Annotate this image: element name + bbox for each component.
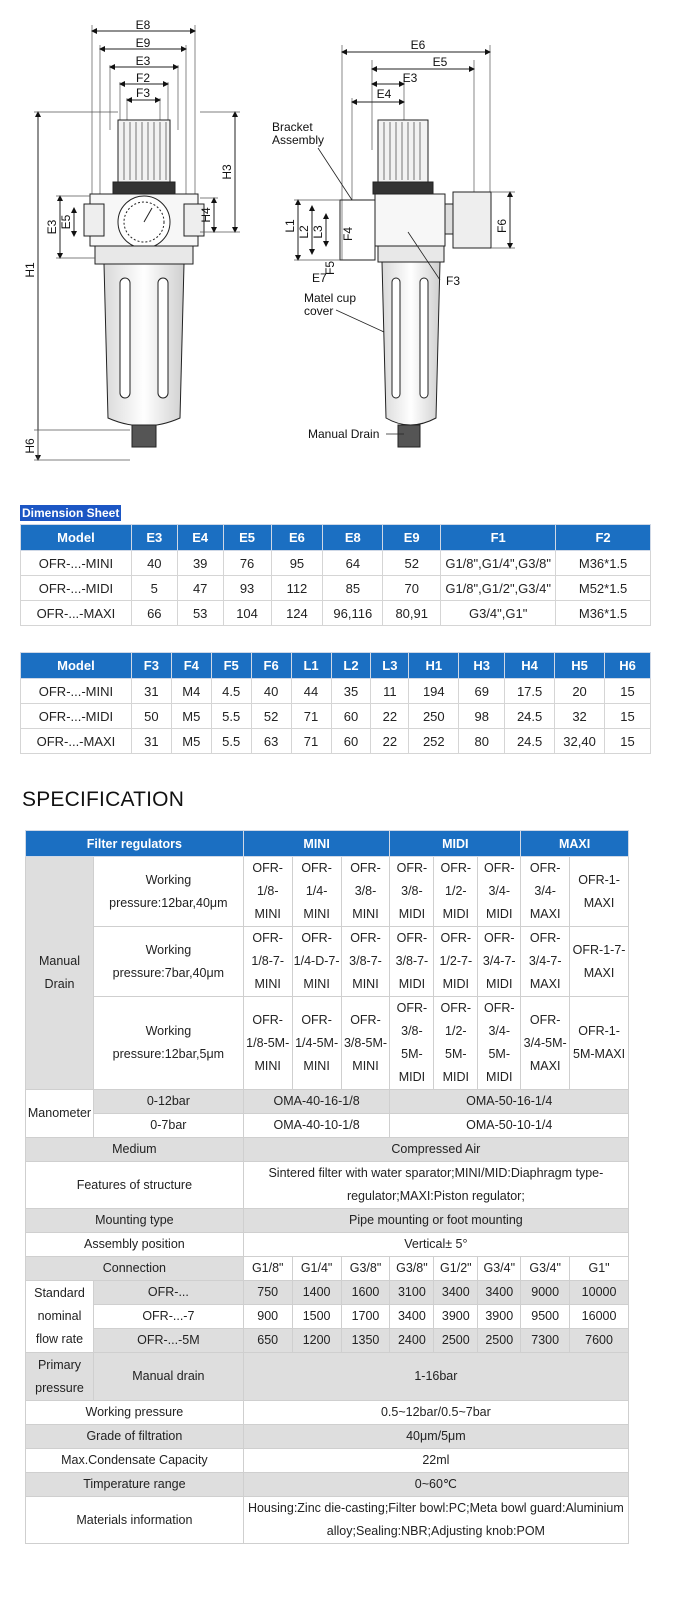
row-label: Mounting type: [26, 1209, 244, 1233]
dimension-table-2: [20, 652, 651, 754]
row-label: Connection: [26, 1257, 244, 1281]
table-cell: 9500: [521, 1305, 570, 1329]
model-cell: OFR-1/8-5M-MINI: [243, 997, 292, 1090]
row-label: Working pressure:12bar,5μm: [93, 997, 243, 1090]
column-header: H3: [459, 653, 505, 679]
dim-label: E5: [432, 55, 448, 69]
table-row: [21, 601, 651, 626]
table-cell: G1": [570, 1257, 629, 1281]
table-cell: 76: [223, 551, 271, 576]
table-cell: 4.5: [211, 679, 251, 704]
table-cell: G1/8",G1/4",G3/8": [441, 551, 556, 576]
table-cell: M5: [171, 704, 211, 729]
dim-label: F5: [323, 260, 337, 276]
dim-label: E3: [402, 71, 418, 85]
table-row: [26, 857, 629, 927]
row-label: Manometer: [26, 1090, 94, 1138]
column-header: F2: [556, 525, 651, 551]
table-row: [26, 1162, 629, 1209]
table-cell: 252: [409, 729, 459, 754]
table-cell: M4: [171, 679, 211, 704]
model-cell: OFR-1/4-5M-MINI: [292, 997, 341, 1090]
technical-drawing: [0, 0, 700, 495]
table-cell: 1-16bar: [243, 1353, 628, 1401]
table-row: [21, 729, 651, 754]
table-cell: G3/8": [341, 1257, 390, 1281]
dimension-table-1: [20, 524, 651, 626]
table-cell: 3900: [434, 1305, 478, 1329]
column-header: E5: [223, 525, 271, 551]
row-label: Working pressure:12bar,40μm: [93, 857, 243, 927]
dim-label: H4: [199, 207, 213, 223]
dim-label: L1: [283, 219, 297, 233]
table-cell: 3400: [434, 1281, 478, 1305]
table-cell: 93: [223, 576, 271, 601]
table-row: [26, 1473, 629, 1497]
table-header-row: [21, 525, 651, 551]
table-cell: Housing:Zinc die-casting;Filter bowl:PC;Meta bowl guard:Aluminium alloy;Sealing:NBR;Adjusting knob:POM: [243, 1497, 628, 1544]
dim-label: E8: [135, 18, 151, 32]
table-row: [26, 1425, 629, 1449]
column-header: L1: [291, 653, 331, 679]
table-cell: 5.5: [211, 729, 251, 754]
dim-label: H6: [23, 438, 37, 454]
table-cell: 15: [605, 704, 651, 729]
row-label: Manual drain: [93, 1353, 243, 1401]
table-cell: 32: [555, 704, 605, 729]
column-header: MINI: [243, 831, 390, 857]
column-header: L2: [331, 653, 371, 679]
table-cell: 3100: [390, 1281, 434, 1305]
column-header: MIDI: [390, 831, 521, 857]
table-row: [21, 704, 651, 729]
table-cell: 70: [383, 576, 441, 601]
bracket-label: Assembly: [272, 133, 325, 147]
table-cell: OFR-...-MIDI: [21, 704, 132, 729]
table-cell: 24.5: [505, 704, 555, 729]
table-cell: 52: [383, 551, 441, 576]
table-cell: G1/8": [243, 1257, 292, 1281]
column-header: F5: [211, 653, 251, 679]
table-cell: OMA-50-16-1/4: [390, 1090, 629, 1114]
dim-label: E9: [135, 36, 151, 50]
table-cell: 53: [177, 601, 223, 626]
table-cell: 750: [243, 1281, 292, 1305]
table-cell: 52: [251, 704, 291, 729]
table-cell: 1600: [341, 1281, 390, 1305]
table-cell: 80,91: [383, 601, 441, 626]
table-cell: 40μm/5μm: [243, 1425, 628, 1449]
dim-label: L3: [311, 225, 325, 239]
row-label: 0-12bar: [93, 1090, 243, 1114]
model-cell: OFR-3/4-5M-MIDI: [478, 997, 521, 1090]
table-row: [26, 1353, 629, 1401]
table-cell: G3/8": [390, 1257, 434, 1281]
dim-label: E5: [59, 214, 73, 230]
row-label: Max.Condensate Capacity: [26, 1449, 244, 1473]
dim-label: F3: [446, 274, 461, 288]
table-cell: 60: [331, 729, 371, 754]
table-cell: 71: [291, 704, 331, 729]
table-cell: G1/8",G1/2",G3/4": [441, 576, 556, 601]
table-cell: 194: [409, 679, 459, 704]
specification-heading: SPECIFICATION: [22, 788, 185, 811]
model-cell: OFR-3/8-MIDI: [390, 857, 434, 927]
table-row: [26, 1305, 629, 1329]
table-cell: 2500: [478, 1329, 521, 1353]
table-row: [26, 1497, 629, 1544]
model-cell: OFR-1/8-7-MINI: [243, 927, 292, 997]
column-header: Model: [21, 653, 132, 679]
model-cell: OFR-1-5M-MAXI: [570, 997, 629, 1090]
row-label: 0-7bar: [93, 1114, 243, 1138]
table-row: [21, 551, 651, 576]
table-cell: 3400: [390, 1305, 434, 1329]
specification-table: [25, 830, 629, 1544]
table-cell: 2500: [434, 1329, 478, 1353]
spec-header-row: [26, 831, 629, 857]
column-header: L3: [371, 653, 409, 679]
table-cell: Pipe mounting or foot mounting: [243, 1209, 628, 1233]
table-cell: 40: [131, 551, 177, 576]
table-cell: 5: [131, 576, 177, 601]
table-cell: 22: [371, 704, 409, 729]
dim-label: L2: [297, 225, 311, 239]
table-cell: 63: [251, 729, 291, 754]
model-cell: OFR-3/4-7-MAXI: [521, 927, 570, 997]
column-header: H5: [555, 653, 605, 679]
row-label: Working pressure:7bar,40μm: [93, 927, 243, 997]
drain-label: Manual Drain: [308, 427, 380, 441]
model-cell: OFR-1/4-MINI: [292, 857, 341, 927]
table-cell: 17.5: [505, 679, 555, 704]
table-cell: 1500: [292, 1305, 341, 1329]
table-row: [26, 1138, 629, 1162]
table-row: [26, 1209, 629, 1233]
table-cell: 104: [223, 601, 271, 626]
column-header: F6: [251, 653, 291, 679]
table-row: [21, 679, 651, 704]
table-cell: 10000: [570, 1281, 629, 1305]
table-cell: 31: [131, 729, 171, 754]
column-header: E9: [383, 525, 441, 551]
table-cell: 22: [371, 729, 409, 754]
table-cell: 7300: [521, 1329, 570, 1353]
model-cell: OFR-3/8-MINI: [341, 857, 390, 927]
table-cell: 1400: [292, 1281, 341, 1305]
table-cell: 32,40: [555, 729, 605, 754]
model-cell: OFR-1/2-7-MIDI: [434, 927, 478, 997]
table-cell: G3/4",G1": [441, 601, 556, 626]
column-header: F3: [131, 653, 171, 679]
row-label: OFR-...-5M: [93, 1329, 243, 1353]
table-cell: 24.5: [505, 729, 555, 754]
table-cell: 95: [271, 551, 323, 576]
dim-label: F6: [495, 218, 509, 234]
dim-label: E7: [312, 271, 327, 285]
table-row: [26, 1233, 629, 1257]
table-cell: Sintered filter with water sparator;MINI/MID:Diaphragm type-regulator;MAXI:Piston regulator;: [243, 1162, 628, 1209]
table-cell: 96,116: [323, 601, 383, 626]
table-cell: 44: [291, 679, 331, 704]
model-cell: OFR-1/2-MIDI: [434, 857, 478, 927]
dim-label: E3: [45, 219, 59, 235]
row-label: Primary pressure: [26, 1353, 94, 1401]
table-cell: 15: [605, 729, 651, 754]
dim-label: F2: [135, 71, 151, 85]
table-cell: 35: [331, 679, 371, 704]
row-label: Medium: [26, 1138, 244, 1162]
table-cell: Compressed Air: [243, 1138, 628, 1162]
row-label: Working pressure: [26, 1401, 244, 1425]
row-label: Features of structure: [26, 1162, 244, 1209]
dim-label: E6: [410, 38, 426, 52]
model-cell: OFR-3/8-5M-MIDI: [390, 997, 434, 1090]
table-cell: 39: [177, 551, 223, 576]
model-cell: OFR-1/8-MINI: [243, 857, 292, 927]
cup-label: Matel cup: [304, 291, 357, 305]
column-header: E3: [131, 525, 177, 551]
table-row: [26, 1114, 629, 1138]
row-label: Assembly position: [26, 1233, 244, 1257]
table-cell: 650: [243, 1329, 292, 1353]
model-cell: OFR-3/8-7-MIDI: [390, 927, 434, 997]
table-row: [26, 1281, 629, 1305]
table-cell: OFR-...-MAXI: [21, 729, 132, 754]
column-header: H1: [409, 653, 459, 679]
table-cell: 250: [409, 704, 459, 729]
dimension-sheet-title: Dimension Sheet: [22, 506, 120, 520]
table-row: [26, 1449, 629, 1473]
table-cell: 85: [323, 576, 383, 601]
table-cell: 0~60℃: [243, 1473, 628, 1497]
table-cell: OMA-40-16-1/8: [243, 1090, 390, 1114]
table-cell: 16000: [570, 1305, 629, 1329]
table-cell: 5.5: [211, 704, 251, 729]
model-cell: OFR-3/4-MAXI: [521, 857, 570, 927]
table-cell: 71: [291, 729, 331, 754]
table-cell: 1350: [341, 1329, 390, 1353]
table-cell: 3900: [478, 1305, 521, 1329]
table-row: [26, 1090, 629, 1114]
dim-label: E3: [135, 54, 151, 68]
table-cell: 22ml: [243, 1449, 628, 1473]
table-cell: 50: [131, 704, 171, 729]
row-label: Standard nominal flow rate: [26, 1281, 94, 1353]
model-cell: OFR-3/8-5M-MINI: [341, 997, 390, 1090]
table-row: [26, 927, 629, 997]
column-header: E6: [271, 525, 323, 551]
table-cell: G3/4": [478, 1257, 521, 1281]
model-cell: OFR-3/4-MIDI: [478, 857, 521, 927]
table-cell: M5: [171, 729, 211, 754]
model-cell: OFR-3/4-5M-MAXI: [521, 997, 570, 1090]
table-cell: OMA-50-10-1/4: [390, 1114, 629, 1138]
dimension-drawing: [0, 0, 700, 495]
side-view: [294, 45, 515, 447]
table-cell: 64: [323, 551, 383, 576]
table-cell: M52*1.5: [556, 576, 651, 601]
table-cell: 11: [371, 679, 409, 704]
table-cell: 80: [459, 729, 505, 754]
model-cell: OFR-1/2-5M-MIDI: [434, 997, 478, 1090]
table-row: [26, 1257, 629, 1281]
column-header: MAXI: [521, 831, 629, 857]
table-row: [26, 997, 629, 1090]
bracket-label: Bracket: [272, 120, 313, 134]
table-cell: 31: [131, 679, 171, 704]
table-cell: G1/2": [434, 1257, 478, 1281]
table-cell: G3/4": [521, 1257, 570, 1281]
model-cell: OFR-3/8-7-MINI: [341, 927, 390, 997]
table-row: [21, 576, 651, 601]
table-cell: 2400: [390, 1329, 434, 1353]
table-cell: OMA-40-10-1/8: [243, 1114, 390, 1138]
column-header: F4: [171, 653, 211, 679]
table-cell: OFR-...-MIDI: [21, 576, 132, 601]
dim-label: H1: [23, 262, 37, 278]
row-label: Manual Drain: [26, 857, 94, 1090]
table-row: [26, 1401, 629, 1425]
table-cell: 1700: [341, 1305, 390, 1329]
table-cell: OFR-...-MINI: [21, 679, 132, 704]
column-header: Model: [21, 525, 132, 551]
model-cell: OFR-1-MAXI: [570, 857, 629, 927]
column-header: Filter regulators: [26, 831, 244, 857]
table-row: [26, 1329, 629, 1353]
row-label: Timperature range: [26, 1473, 244, 1497]
table-cell: 98: [459, 704, 505, 729]
dim-label: F3: [135, 86, 151, 100]
table-cell: G1/4": [292, 1257, 341, 1281]
dim-label: E4: [376, 87, 392, 101]
row-label: OFR-...: [93, 1281, 243, 1305]
table-cell: 20: [555, 679, 605, 704]
table-cell: 3400: [478, 1281, 521, 1305]
table-cell: 124: [271, 601, 323, 626]
table-cell: 7600: [570, 1329, 629, 1353]
table-cell: 900: [243, 1305, 292, 1329]
model-cell: OFR-1-7-MAXI: [570, 927, 629, 997]
model-cell: OFR-3/4-7-MIDI: [478, 927, 521, 997]
column-header: E4: [177, 525, 223, 551]
column-header: F1: [441, 525, 556, 551]
table-cell: Vertical± 5°: [243, 1233, 628, 1257]
dim-label: H3: [220, 164, 234, 180]
table-cell: 0.5~12bar/0.5~7bar: [243, 1401, 628, 1425]
dim-label: F4: [341, 226, 355, 242]
table-cell: 15: [605, 679, 651, 704]
table-cell: M36*1.5: [556, 601, 651, 626]
table-cell: 9000: [521, 1281, 570, 1305]
table-cell: 40: [251, 679, 291, 704]
table-cell: 47: [177, 576, 223, 601]
table-cell: OFR-...-MAXI: [21, 601, 132, 626]
table-cell: 60: [331, 704, 371, 729]
table-cell: M36*1.5: [556, 551, 651, 576]
table-cell: 112: [271, 576, 323, 601]
column-header: H4: [505, 653, 555, 679]
table-cell: 66: [131, 601, 177, 626]
column-header: E8: [323, 525, 383, 551]
table-cell: OFR-...-MINI: [21, 551, 132, 576]
row-label: Materials information: [26, 1497, 244, 1544]
cup-label: cover: [304, 304, 334, 318]
table-header-row: [21, 653, 651, 679]
table-cell: 1200: [292, 1329, 341, 1353]
row-label: Grade of filtration: [26, 1425, 244, 1449]
model-cell: OFR-1/4-D-7-MINI: [292, 927, 341, 997]
table-cell: 69: [459, 679, 505, 704]
row-label: OFR-...-7: [93, 1305, 243, 1329]
column-header: H6: [605, 653, 651, 679]
